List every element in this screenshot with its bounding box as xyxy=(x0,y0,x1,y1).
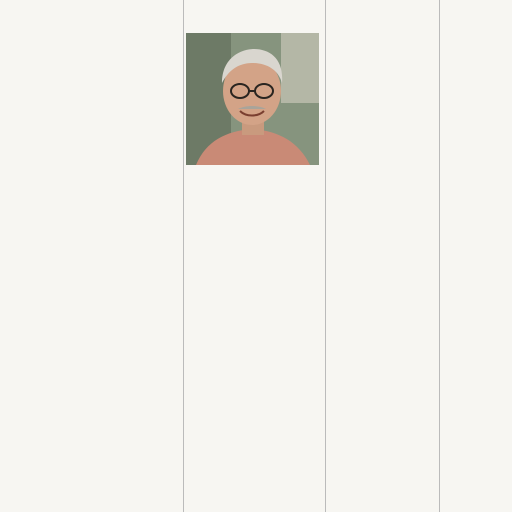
column-divider xyxy=(325,0,326,512)
portrait-illustration xyxy=(186,33,319,165)
silverman-portrait-photo xyxy=(186,33,319,165)
column-divider xyxy=(439,0,440,512)
column-divider xyxy=(183,0,184,512)
